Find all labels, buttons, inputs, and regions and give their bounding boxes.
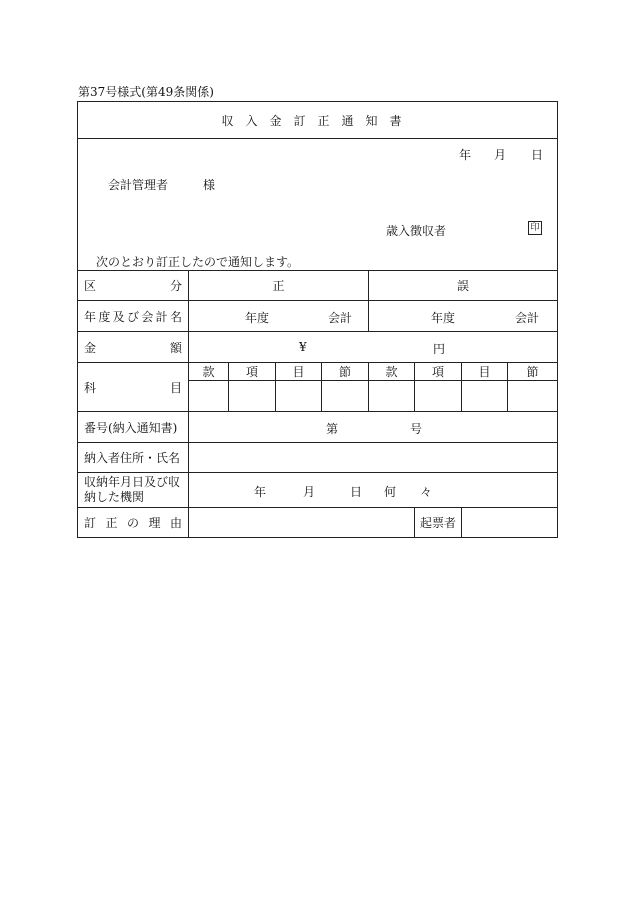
kamoku-col-kou-2: 項 — [415, 363, 462, 381]
sender-title: 歳入徴収者 — [386, 224, 447, 238]
kamoku-col-setsu-2: 節 — [508, 363, 558, 381]
nendo-correct-cell — [189, 301, 369, 332]
shuno-value-cell — [189, 473, 558, 508]
shuno-day: 日 — [350, 485, 363, 499]
kamoku-col-setsu-1: 節 — [322, 363, 369, 381]
kamoku-value-cell — [322, 381, 369, 412]
nendo-wrong-cell — [369, 301, 558, 332]
form-header-block — [78, 139, 558, 271]
shuno-label-cell: 収納年月日及び収納した機関 — [78, 473, 189, 508]
kamoku-value-cell — [276, 381, 322, 412]
yen-unit: 円 — [433, 342, 446, 356]
wrong-header: 誤 — [369, 271, 558, 301]
kamoku-col-moku-1: 目 — [276, 363, 322, 381]
kamoku-col-kan-1: 款 — [189, 363, 229, 381]
correction-notice-form — [77, 101, 558, 538]
kamoku-col-moku-2: 目 — [462, 363, 508, 381]
nendo-label-cell: 年 度 及 び 会 計 名 — [78, 301, 189, 332]
kingaku-value-cell — [189, 332, 558, 363]
kamoku-value-cell — [462, 381, 508, 412]
yen-sign: ¥ — [299, 340, 307, 354]
nounyusha-label-cell: 納入者住所・氏名 — [78, 443, 189, 473]
riyu-label-cell: 訂 正 の 理 由 — [78, 508, 189, 538]
date-day: 日 — [531, 148, 544, 162]
shuno-repeat: 々 — [420, 485, 433, 499]
kamoku-value-cell — [229, 381, 276, 412]
kamoku-value-cell — [189, 381, 229, 412]
kamoku-value-cell — [415, 381, 462, 412]
nendo-wrong-year: 年度 — [431, 311, 456, 325]
kamoku-col-kan-2: 款 — [369, 363, 415, 381]
bango-go: 号 — [410, 422, 423, 436]
nendo-correct-year: 年度 — [245, 311, 270, 325]
kamoku-value-cell — [369, 381, 415, 412]
correct-header: 正 — [189, 271, 369, 301]
notice-message: 次のとおり訂正したので通知します。 — [96, 255, 300, 269]
bango-value-cell — [189, 412, 558, 443]
nendo-wrong-kaikei: 会計 — [515, 311, 540, 325]
kamoku-col-kou-1: 項 — [229, 363, 276, 381]
bango-label-cell: 番号(納入通知書) — [78, 412, 189, 443]
addressee: 会計管理者 — [108, 178, 169, 192]
shuno-year: 年 — [254, 485, 267, 499]
seal-mark: 印 — [528, 221, 542, 235]
date-month: 月 — [494, 148, 507, 162]
kamoku-label-cell: 科 目 — [78, 363, 189, 412]
riyu-value-cell — [189, 508, 415, 538]
bango-dai: 第 — [326, 422, 339, 436]
form-title: 収入金訂正通知書 — [78, 102, 558, 139]
shuno-month: 月 — [303, 485, 316, 499]
kingaku-label-cell: 金 額 — [78, 332, 189, 363]
shuno-nani: 何 — [384, 485, 397, 499]
form-number-label: 第37号様式(第49条関係) — [78, 85, 214, 99]
kubun-label-cell: 区 分 — [78, 271, 189, 301]
nendo-correct-kaikei: 会計 — [328, 311, 353, 325]
date-year: 年 — [459, 148, 472, 162]
kihyosha-label: 起票者 — [415, 508, 462, 538]
kihyosha-value-cell — [462, 508, 558, 538]
kamoku-value-cell — [508, 381, 558, 412]
honorific: 様 — [203, 178, 216, 192]
nounyusha-value-cell — [189, 443, 558, 473]
